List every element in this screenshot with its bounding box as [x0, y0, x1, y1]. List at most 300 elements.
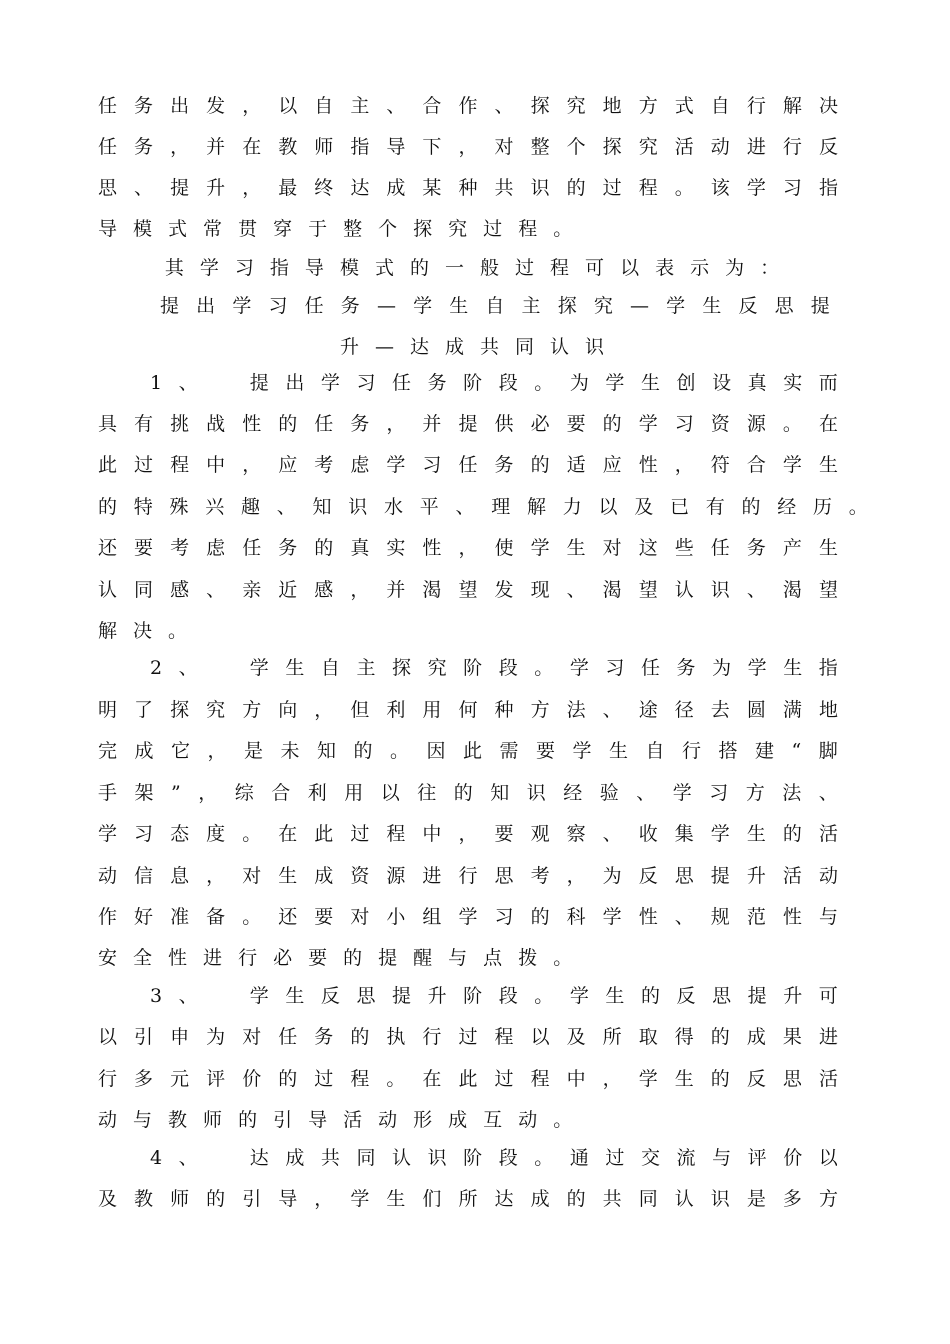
text-char: 的 — [314, 537, 334, 559]
text-char: 学 — [350, 1188, 370, 1210]
text-char: 对 — [494, 136, 514, 158]
text-char: 思 — [674, 865, 694, 887]
text-char: 式 — [674, 95, 694, 117]
text-char: 阶 — [463, 372, 483, 394]
text-char: 并 — [422, 413, 442, 435]
text-char: 共 — [479, 336, 515, 358]
text-char: 源 — [746, 413, 766, 435]
text-char: 识 — [710, 1188, 730, 1210]
text-char: 态 — [170, 823, 190, 845]
text-char: 其 — [164, 257, 200, 279]
text-char: 识 — [526, 782, 546, 804]
text-char: 去 — [710, 699, 730, 721]
text-char: 引 — [273, 1109, 309, 1131]
text-char: 习 — [494, 906, 514, 928]
text-char: 解 — [527, 496, 547, 518]
text-char: 、 — [674, 906, 694, 928]
text-char: 必 — [273, 947, 309, 969]
text-line — [98, 495, 868, 519]
text-char: 行 — [746, 95, 766, 117]
text-char: 感 — [170, 579, 190, 601]
text-char: 反 — [320, 985, 340, 1007]
text-char: 学 — [782, 454, 802, 476]
text-char: 探 — [530, 95, 550, 117]
text-char: 准 — [170, 906, 190, 928]
text-char: 穿 — [273, 218, 309, 240]
text-char: ， — [242, 95, 262, 117]
text-char: 得 — [674, 1026, 694, 1048]
text-char: 动 — [98, 1109, 134, 1131]
text-char: 虑 — [350, 454, 370, 476]
text-char: 、 — [746, 579, 766, 601]
text-char: 同 — [356, 1147, 376, 1169]
text-char: 教 — [278, 136, 298, 158]
text-char: 收 — [638, 823, 658, 845]
text-char: 教 — [168, 1109, 204, 1131]
text-char: 知 — [312, 496, 332, 518]
text-char: 究 — [566, 95, 586, 117]
text-line — [98, 781, 838, 805]
text-char: 方 — [745, 782, 765, 804]
text-char: 及 — [566, 1026, 586, 1048]
text-char: 提 — [458, 413, 478, 435]
text-char: 要 — [314, 906, 334, 928]
text-char: 同 — [638, 1188, 658, 1210]
text-char: 径 — [674, 699, 694, 721]
text-char: 活 — [674, 136, 694, 158]
text-char: 学 — [572, 740, 592, 762]
text-char: 并 — [206, 136, 226, 158]
text-char: 的 — [741, 496, 761, 518]
text-char: 生 — [674, 1068, 694, 1090]
model-formula-line-2 — [300, 335, 660, 359]
text-char: 地 — [818, 699, 838, 721]
text-char: 经 — [777, 496, 797, 518]
text-char: 。 — [168, 620, 204, 642]
text-char: 认 — [674, 1188, 694, 1210]
text-char: 提 — [810, 295, 830, 317]
text-char: ， — [242, 454, 262, 476]
text-char: 提 — [160, 295, 180, 317]
text-char: 学 — [386, 454, 406, 476]
text-char: 资 — [710, 413, 730, 435]
text-char: 成 — [746, 1026, 766, 1048]
text-char: 为 — [602, 865, 622, 887]
text-char: 、 — [276, 496, 296, 518]
text-char: 。 — [782, 413, 802, 435]
text-char: 是 — [746, 1188, 766, 1210]
text-char: 与 — [448, 947, 484, 969]
text-line — [98, 1108, 838, 1132]
paragraph-4-first-line — [150, 1146, 838, 1170]
text-char: 为 — [206, 1026, 226, 1048]
text-char: 利 — [307, 782, 327, 804]
text-char: 提 — [747, 985, 767, 1007]
text-char: 元 — [170, 1068, 190, 1090]
text-char: 在 — [278, 823, 298, 845]
text-char: 某 — [422, 177, 442, 199]
text-char: 使 — [494, 537, 514, 559]
text-char: 的 — [602, 413, 622, 435]
text-char: 对 — [242, 1026, 262, 1048]
text-char: 认 — [550, 336, 586, 358]
text-line — [98, 453, 838, 477]
text-char: 为 — [569, 372, 589, 394]
text-char: 以 — [598, 496, 618, 518]
text-char: 动 — [378, 1109, 414, 1131]
text-line — [98, 176, 838, 200]
text-char: 探 — [413, 218, 449, 240]
text-char: 多 — [134, 1068, 154, 1090]
text-char: 搭 — [718, 740, 738, 762]
text-char: 生 — [746, 823, 766, 845]
text-char: 醒 — [413, 947, 449, 969]
text-char: 生 — [609, 740, 629, 762]
text-char: 达 — [409, 336, 445, 358]
text-char: 、 — [566, 579, 586, 601]
text-char: 对 — [350, 906, 370, 928]
text-char: 实 — [386, 537, 406, 559]
text-char: 源 — [386, 865, 406, 887]
text-char: 习 — [356, 372, 376, 394]
text-char: 反 — [638, 865, 658, 887]
text-char: 生 — [783, 657, 803, 679]
text-char: 所 — [458, 1188, 478, 1210]
text-char: 动 — [818, 865, 838, 887]
text-char: 这 — [638, 537, 658, 559]
text-char: 性 — [422, 537, 442, 559]
text-char: 般 — [480, 257, 516, 279]
text-char: 阶 — [463, 657, 483, 679]
text-char: 共 — [494, 177, 514, 199]
text-char: 学 — [530, 537, 550, 559]
text-char: 程 — [170, 454, 190, 476]
text-char: 共 — [602, 1188, 622, 1210]
text-char: 导 — [98, 218, 134, 240]
text-char: 。 — [534, 1147, 554, 1169]
text-char: 思 — [98, 177, 118, 199]
text-char: 为 — [712, 657, 732, 679]
text-char: 多 — [782, 1188, 802, 1210]
text-char: 识 — [348, 496, 368, 518]
text-char: 务 — [340, 295, 360, 317]
text-char: 3 — [150, 985, 163, 1007]
text-char: 过 — [602, 177, 622, 199]
text-char: 学 — [638, 413, 658, 435]
text-char: 过 — [134, 454, 154, 476]
text-char: 成 — [386, 177, 406, 199]
text-char: 任 — [304, 295, 324, 317]
text-char: 任 — [98, 95, 118, 117]
text-char: 过 — [494, 1068, 514, 1090]
text-char: 果 — [782, 1026, 802, 1048]
text-char: 息 — [170, 865, 190, 887]
text-char: 的 — [782, 823, 802, 845]
text-char: 导 — [308, 1109, 344, 1131]
text-char: 务 — [314, 1026, 334, 1048]
text-char: 认 — [392, 1147, 412, 1169]
text-char: 务 — [746, 537, 766, 559]
text-char: 的 — [453, 782, 473, 804]
text-char: 过 — [458, 1026, 478, 1048]
text-char: 探 — [170, 699, 190, 721]
text-char: 自 — [314, 95, 334, 117]
text-line — [98, 1025, 838, 1049]
text-char: 地 — [602, 95, 622, 117]
text-char — [214, 984, 233, 1008]
text-char: 进 — [203, 947, 239, 969]
text-char: ， — [206, 865, 226, 887]
text-char: 一 — [444, 257, 480, 279]
text-char: 学 — [569, 985, 589, 1007]
text-char: 生 — [605, 985, 625, 1007]
text-char: 思 — [774, 295, 794, 317]
text-line — [98, 946, 838, 970]
text-char: 交 — [640, 1147, 660, 1169]
text-char: 究 — [448, 218, 484, 240]
text-char: 渴 — [422, 579, 442, 601]
text-char: 中 — [422, 823, 442, 845]
text-char: 提 — [170, 177, 190, 199]
text-char: “ — [791, 740, 802, 762]
text-char: 合 — [422, 95, 442, 117]
text-char: 行 — [782, 136, 802, 158]
text-char: 升 — [427, 985, 447, 1007]
text-line — [98, 864, 838, 888]
text-char: 任 — [640, 657, 660, 679]
text-char: 学 — [98, 823, 118, 845]
text-char: 任 — [710, 537, 730, 559]
text-char: 设 — [712, 372, 732, 394]
text-char: 的 — [353, 740, 373, 762]
text-char: 升 — [746, 865, 766, 887]
text-char: 水 — [384, 496, 404, 518]
text-char: 明 — [98, 699, 118, 721]
text-char: 出 — [170, 95, 190, 117]
text-char: 最 — [278, 177, 298, 199]
text-char: 方 — [818, 1188, 838, 1210]
text-char: 互 — [483, 1109, 519, 1131]
text-char: 亲 — [242, 579, 262, 601]
text-char: 理 — [491, 496, 511, 518]
text-char: ， — [242, 177, 262, 199]
text-char: 段 — [498, 985, 518, 1007]
text-char: 利 — [386, 699, 406, 721]
text-char: 任 — [242, 537, 262, 559]
text-char: 认 — [98, 579, 118, 601]
text-char: 学 — [249, 985, 269, 1007]
text-char: 性 — [638, 454, 658, 476]
text-char: 务 — [676, 657, 696, 679]
text-char: 主 — [521, 295, 541, 317]
text-char: 出 — [285, 372, 305, 394]
text-char: 。 — [553, 947, 589, 969]
text-char: 。 — [242, 823, 262, 845]
text-char: 以 — [278, 95, 298, 117]
text-char: 学 — [602, 906, 622, 928]
text-char: 价 — [783, 1147, 803, 1169]
text-char: 、 — [494, 95, 514, 117]
text-char: 考 — [530, 865, 550, 887]
text-char: 兴 — [205, 496, 225, 518]
text-char: 与 — [712, 1147, 732, 1169]
text-char: 执 — [386, 1026, 406, 1048]
text-char: 考 — [170, 537, 190, 559]
text-char: 具 — [98, 413, 118, 435]
text-char: — — [376, 295, 396, 317]
text-char: 有 — [705, 496, 725, 518]
text-char: 、 — [206, 579, 226, 601]
text-line — [98, 412, 838, 436]
text-char: 、 — [134, 177, 154, 199]
text-char: 全 — [133, 947, 169, 969]
text-char: 以 — [98, 1026, 118, 1048]
text-line — [98, 217, 838, 241]
text-char: ， — [602, 1068, 622, 1090]
text-char — [214, 656, 233, 680]
text-char: 提 — [249, 372, 269, 394]
text-char: 程 — [550, 257, 586, 279]
text-char: 自 — [645, 740, 665, 762]
text-char: 成 — [530, 1188, 550, 1210]
text-char: 创 — [676, 372, 696, 394]
text-char: 价 — [242, 1068, 262, 1090]
text-char: 终 — [314, 177, 334, 199]
text-char: 活 — [343, 1109, 379, 1131]
text-char: 自 — [320, 657, 340, 679]
text-char: 、 — [178, 372, 198, 394]
text-char: 生 — [640, 372, 660, 394]
text-char: 生 — [285, 985, 305, 1007]
text-char: 贯 — [238, 218, 274, 240]
text-char: 挑 — [170, 413, 190, 435]
text-char: 望 — [818, 579, 838, 601]
text-char: 申 — [170, 1026, 190, 1048]
text-char: 的 — [566, 1188, 586, 1210]
text-char: 探 — [602, 136, 622, 158]
text-char: ， — [458, 136, 478, 158]
text-char: 段 — [498, 657, 518, 679]
text-char: 所 — [602, 1026, 622, 1048]
text-char: 力 — [562, 496, 582, 518]
text-char: 验 — [599, 782, 619, 804]
text-char: 与 — [818, 906, 838, 928]
text-char: 于 — [308, 218, 344, 240]
text-char: 动 — [518, 1109, 554, 1131]
text-char: 科 — [566, 906, 586, 928]
text-char: 望 — [458, 579, 478, 601]
text-char: 的 — [530, 454, 550, 476]
text-char: 殊 — [169, 496, 189, 518]
text-char: 习 — [674, 413, 694, 435]
text-char: 进 — [422, 865, 442, 887]
text-char: 取 — [638, 1026, 658, 1048]
text-char: 形 — [413, 1109, 449, 1131]
text-char: 要 — [494, 823, 514, 845]
text-char: 活 — [782, 865, 802, 887]
text-char: 建 — [755, 740, 775, 762]
text-char: 生 — [818, 537, 838, 559]
text-char: 导 — [304, 257, 340, 279]
text-char: ， — [314, 1188, 334, 1210]
text-line — [98, 94, 838, 118]
text-char: 以 — [620, 257, 656, 279]
text-char: 共 — [320, 1147, 340, 1169]
text-char: 为 — [725, 257, 761, 279]
text-char: 应 — [602, 454, 622, 476]
text-line — [98, 536, 838, 560]
text-char: 未 — [280, 740, 300, 762]
text-char: 学 — [638, 1068, 658, 1090]
text-char: 学 — [605, 372, 625, 394]
text-char: 作 — [458, 95, 478, 117]
text-char: ， — [458, 537, 478, 559]
text-char: 战 — [206, 413, 226, 435]
text-char: 符 — [710, 454, 730, 476]
text-char: 行 — [98, 1068, 118, 1090]
text-char: 的 — [98, 496, 118, 518]
text-char: 究 — [593, 295, 613, 317]
text-char: 法 — [566, 699, 586, 721]
text-char: 合 — [271, 782, 291, 804]
text-char: 程 — [494, 1026, 514, 1048]
text-char: 整 — [530, 136, 550, 158]
text-char: 。 — [386, 1068, 406, 1090]
text-char: 此 — [463, 740, 483, 762]
text-char: 学 — [413, 295, 433, 317]
text-char: — — [630, 295, 650, 317]
text-char: 方 — [638, 95, 658, 117]
text-char: 成 — [448, 1109, 484, 1131]
text-char: 习 — [422, 454, 442, 476]
text-char: ： — [760, 257, 796, 279]
text-char: 自 — [710, 95, 730, 117]
text-char: 好 — [134, 906, 154, 928]
text-char: 生 — [702, 295, 722, 317]
text-char: 向 — [278, 699, 298, 721]
text-char: 个 — [566, 136, 586, 158]
text-char: 趣 — [241, 496, 261, 518]
text-char: 范 — [746, 906, 766, 928]
text-char: 已 — [670, 496, 690, 518]
text-char: 还 — [98, 537, 118, 559]
text-char: 模 — [133, 218, 169, 240]
text-char: 探 — [557, 295, 577, 317]
text-char: 指 — [269, 257, 305, 279]
text-char: 的 — [238, 1109, 274, 1131]
text-char: 习 — [134, 823, 154, 845]
text-char: 用 — [344, 782, 364, 804]
text-char: 阶 — [463, 1147, 483, 1169]
text-char: 学 — [249, 657, 269, 679]
text-char: 任 — [98, 136, 118, 158]
text-char: 进 — [746, 136, 766, 158]
text-char: 学 — [666, 295, 686, 317]
text-char: 发 — [206, 95, 226, 117]
text-char: 察 — [566, 823, 586, 845]
text-char: 与 — [133, 1109, 169, 1131]
text-char: 还 — [278, 906, 298, 928]
text-char: 下 — [422, 136, 442, 158]
text-char: 方 — [530, 699, 550, 721]
text-char: 识 — [585, 336, 621, 358]
text-char: 反 — [746, 1068, 766, 1090]
text-char: 性 — [242, 413, 262, 435]
text-char: 种 — [494, 699, 514, 721]
text-char: 、 — [455, 496, 475, 518]
text-char: 达 — [249, 1147, 269, 1169]
text-char: 可 — [818, 985, 838, 1007]
